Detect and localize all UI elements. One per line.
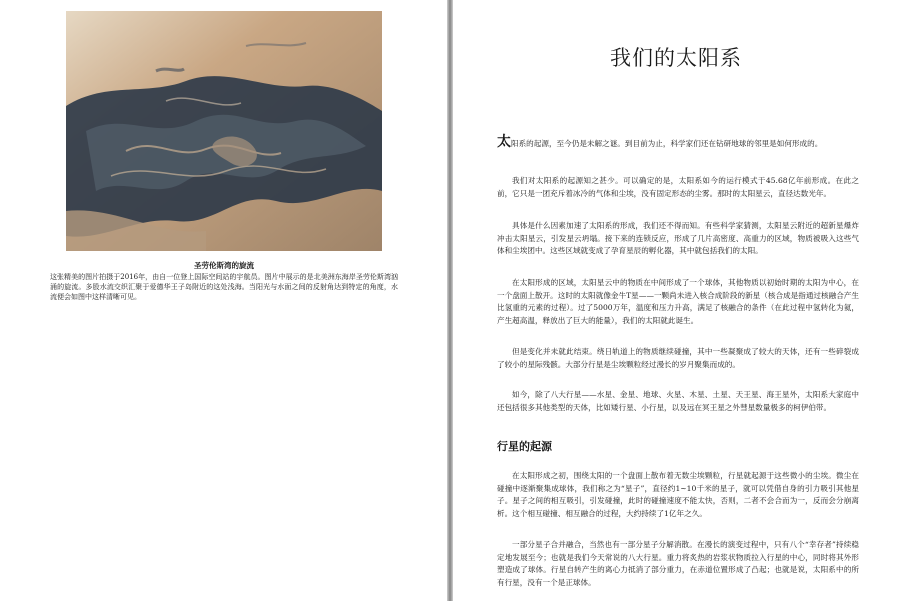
paragraph-2: 我们对太阳系的起源知之甚少。可以确定的是，太阳系如今的运行模式于45.68亿年前形成。在此之前，它只是一团充斥着冰冷的气体和尘埃，没有固定形态的尘雾。那时的太阳星云，直径达数光年。 [497,176,859,198]
paragraph-4: 在太阳形成的区域，太阳星云中的物质在中间形成了一个球体，其他物质以初始时期的太阳为中心，在一个盘面上散开。这时的太阳就像金牛T星——一颗尚未进入核合成阶段的新星（核合成是指通过核融合产生比氢重的元素的过程）。过了5000万年，温度和压力升高，满足了核融合的条件（在此过程中氢转化为氦，产生超高温，释放出了巨大的能量），我们的太阳就此诞生。 [497,278,859,325]
paragraph-6: 如今，除了八大行星——水星、金星、地球、火星、木星、土星、天王星、海王星外，太阳系大家庭中还包括很多其他类型的天体，比如矮行星、小行星，以及远在冥王星之外彗星数量极多的柯伊伯带。 [497,390,859,412]
paragraph-3: 具体是什么因素加速了太阳系的形成，我们还不得而知。有些科学家猜测，太阳星云附近的超新星爆炸冲击太阳星云，引发星云坍塌。接下来的连锁反应，形成了几片高密度、高重力的区域，物质被吸入这些气体和尘埃团中。这些区域就变成了孕育星辰的孵化器，其中就包括我们的太阳。 [497,221,859,256]
gulf-of-st-lawrence-photo [66,11,382,251]
paragraph-8: 一部分星子合并融合，当然也有一部分星子分解消散。在漫长的演变过程中，只有八个“幸存者”持续稳定地发展至今；也就是我们今天常说的八大行星。重力将炙热的岩浆状物质拉入行星的中心，同时将其外形塑造成了球体。行星自转产生的离心力抵消了部分重力，在赤道位置形成了凸起；也就是说，太阳系中的所有行星，没有一个是正球体。 [497,540,859,587]
paragraph-1-text: 阳系的起源，至今仍是未解之谜。到目前为止，科学家们还在钻研地球的邻里是如何形成的。 [511,139,823,148]
paragraph-7: 在太阳形成之初，围绕太阳的一个盘面上散布着无数尘埃颗粒，行星就起源于这些微小的尘埃。微尘在碰撞中逐渐聚集成球体，我们称之为“星子”，直径约1~10千米的星子，就可以凭借自身的引力吸引其他星子。星子之间的相互吸引，引发碰撞，此时的碰撞速度不能太快，否则，二者不会合而为一，反而会分崩离析。这个相互碰撞、相互融合的过程，大约持续了1亿年之久。 [497,471,859,518]
paragraph-1 [497,136,859,151]
photo-caption-body: 这张精美的图片拍摄于2016年，由自一位登上国际空间站的宇航员。图片中展示的是北美洲东海岸圣劳伦斯湾汹涌的旋流。多股水流交织汇聚于爱德华王子岛附近的这处浅海。当阳光与水面之间的反射角达到特定的角度，水流便会如图中这样清晰可见。 [50,273,398,301]
drop-cap: 太 [497,134,511,150]
photo-caption-title: 圣劳伦斯湾的旋流 [194,261,254,270]
left-page [0,0,447,601]
section-title: 行星的起源 [497,440,552,453]
paragraph-5: 但是变化并未就此结束。绕日轨道上的物质继续碰撞，其中一些凝聚成了较大的天体，还有一些碎裂成了较小的星际残骸。大部分行星是尘埃颗粒经过漫长的岁月聚集而成的。 [497,347,859,369]
page-title: 我们的太阳系 [610,46,742,70]
